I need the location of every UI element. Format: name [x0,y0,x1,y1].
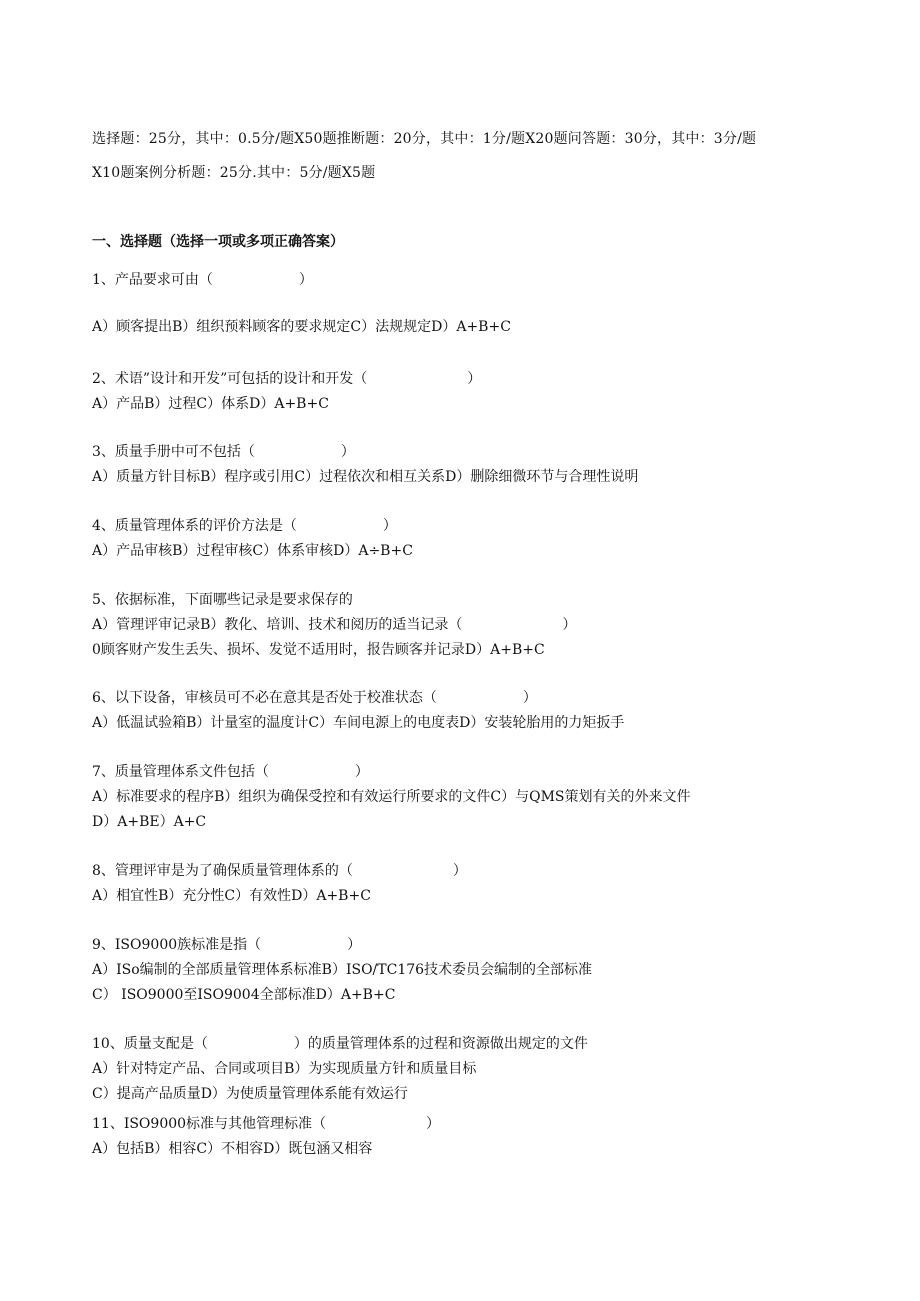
question-10 [92,1032,842,1107]
question-options: A）相宜性B）充分性C）有效性D）A+B+C [92,888,371,904]
question-options: A）产品审核B）过程审核C）体系审核D）A÷B+C [92,543,413,559]
question-9 [92,933,842,1008]
question-stem: 8、管理评审是为了确保质量管理体系的（ ） [92,863,467,879]
question-options: C） ISO9000至ISO9004全部标准D）A+B+C [92,987,396,1003]
section-title: 一、选择题（选择一项或多项正确答案） [92,234,344,250]
question-stem: 2、术语”设计和开发”可包括的设计和开发（ ） [92,371,482,387]
question-options: A）质量方针目标B）程序或引用C）过程依次和相互关系D）删除细微环节与合理性说明 [92,469,639,485]
question-stem: 10、质量支配是（ ）的质量管理体系的过程和资源做出规定的文件 [92,1036,588,1052]
question-stem: 7、质量管理体系文件包括（ ） [92,764,369,780]
question-11 [92,1112,842,1162]
question-options: A）包括B）相容C）不相容D）既包涵又相容 [92,1141,373,1157]
question-options: C）提高产品质量D）为使质量管理体系能有效运行 [92,1086,408,1102]
question-stem: 9、ISO9000族标准是指（ ） [92,937,362,953]
question-options: D）A+BE）A+C [92,814,207,830]
question-options: A）针对特定产品、合同或项目B）为实现质量方针和质量目标 [92,1061,477,1077]
question-1 [92,268,842,340]
question-options: A）管理评审记录B）教化、培训、技术和阅历的适当记录（ ） [92,617,577,633]
score-line-1: 选择题：25分，其中：0.5分/题X50题推断题：20分，其中：1分/题X20题问答题：30分，其中：3分/题 [92,131,757,147]
question-stem: 4、质量管理体系的评价方法是（ ） [92,518,397,534]
question-7 [92,760,842,835]
question-options: A）低温试验箱B）计量室的温度计C）车间电源上的电度表D）安装轮胎用的力矩扳手 [92,715,625,731]
question-stem: 1、产品要求可由（ ） [92,272,313,288]
question-options: A）顾客提出B）组织预料顾客的要求规定C）法规规定D）A+B+C [92,319,511,335]
question-stem: 11、ISO9000标准与其他管理标准（ ） [92,1116,441,1132]
question-4 [92,514,842,564]
question-6 [92,686,842,736]
question-stem: 5、依据标准，下面哪些记录是要求保存的 [92,592,353,608]
score-breakdown [92,122,842,190]
question-3 [92,440,842,490]
question-stem: 6、以下设备，审核员可不必在意其是否处于校准状态（ ） [92,690,537,706]
question-stem: 3、质量手册中可不包括（ ） [92,444,355,460]
question-5 [92,588,842,663]
question-options: A）ISo编制的全部质量管理体系标准B）ISO/TC176技术委员会编制的全部标准 [92,962,593,978]
question-options: A）产品B）过程C）体系D）A+B+C [92,396,329,412]
question-options: 0顾客财产发生丢失、损坏、发觉不适用时，报告顾客并记录D）A+B+C [92,642,545,658]
score-line-2: X10题案例分析题：25分.其中：5分/题X5题 [92,165,376,181]
question-options: A）标准要求的程序B）组织为确保受控和有效运行所要求的文件C）与QMS策划有关的外来文件 [92,789,691,805]
question-2 [92,367,842,417]
question-8 [92,859,842,909]
